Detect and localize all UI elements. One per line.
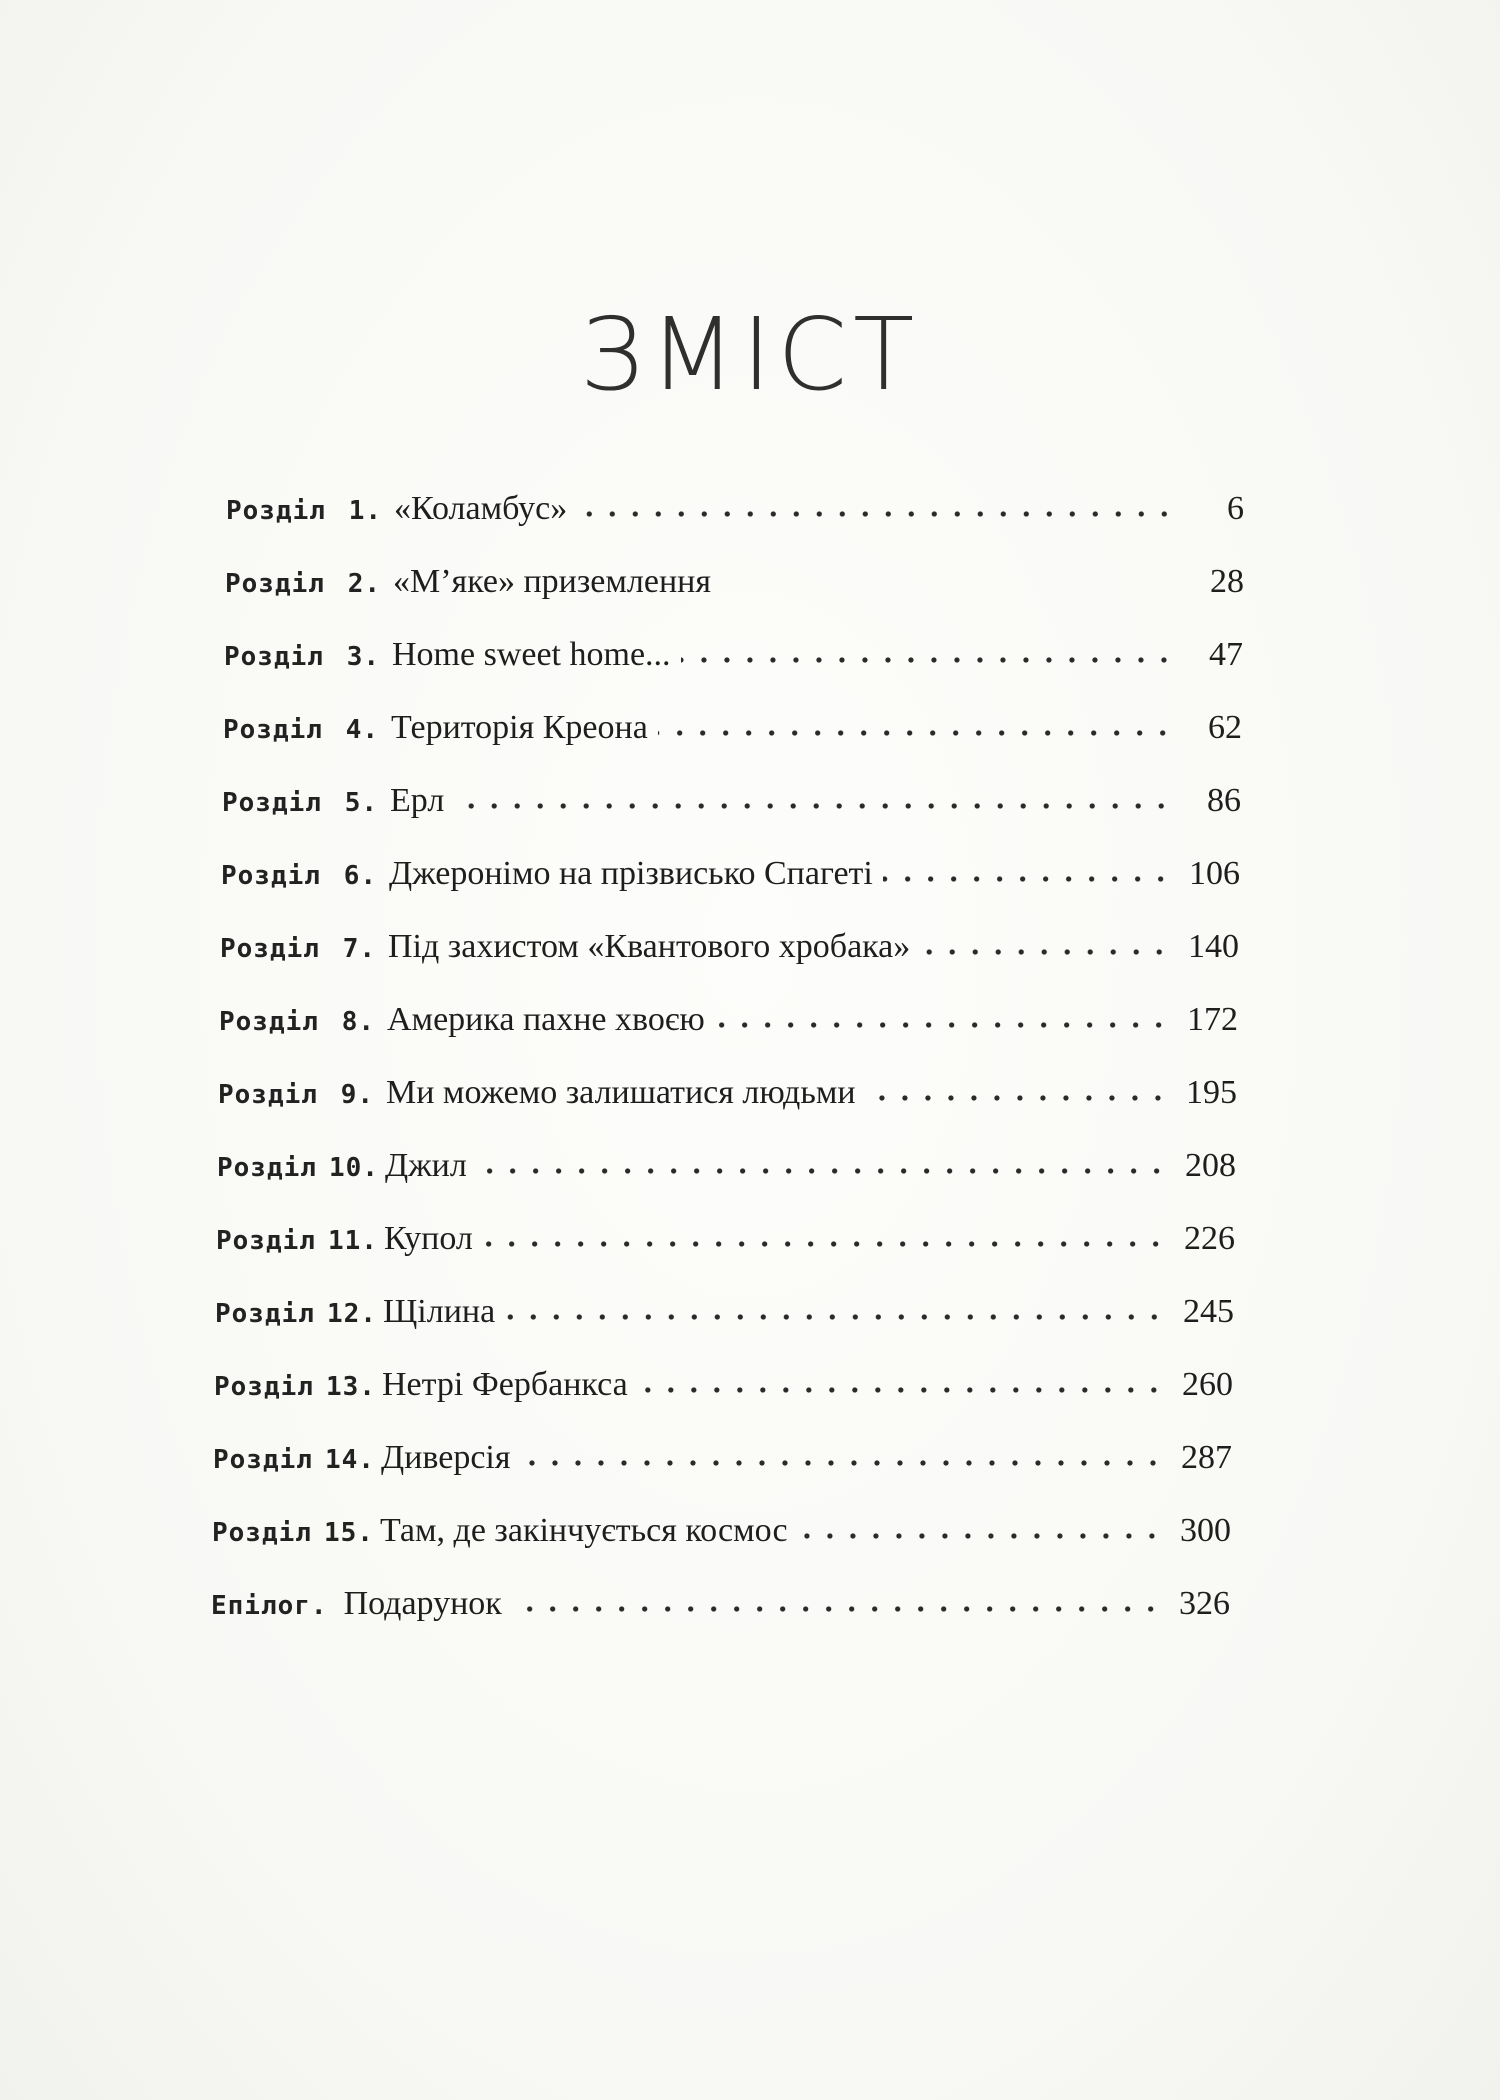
toc-entry-title: Джеронімо на прізвисько Спагеті: [389, 855, 873, 892]
toc-entry-number: 10.: [329, 1153, 379, 1183]
toc-entry-page: 140: [1188, 928, 1239, 965]
toc-entry-label: Розділ: [226, 496, 326, 526]
toc-entry-title: Подарунок: [343, 1585, 502, 1622]
dot-leader: [512, 1604, 1162, 1614]
dot-leader: [477, 1166, 1168, 1176]
toc-entry-page: 106: [1189, 855, 1240, 892]
toc-entry[interactable]: [218, 1074, 1237, 1122]
toc-entry-label: Розділ: [218, 1080, 318, 1110]
toc-entry-title: Home sweet home...: [392, 636, 671, 673]
toc-entry[interactable]: [226, 490, 1244, 538]
toc-entry-title: Там, де закінчується космос: [380, 1512, 788, 1549]
toc-entry-page: 300: [1180, 1512, 1231, 1549]
dot-leader: [798, 1531, 1163, 1541]
toc-entry-number: 2.: [347, 569, 381, 599]
dot-leader: [920, 947, 1171, 957]
toc-entry[interactable]: [217, 1147, 1236, 1195]
toc-entry-label: Розділ: [217, 1153, 317, 1183]
dot-leader: [638, 1385, 1165, 1395]
dot-leader: [505, 1312, 1166, 1322]
toc-entry[interactable]: [223, 709, 1242, 757]
toc-entry-title: «Коламбус»: [394, 490, 568, 527]
toc-entry-page: 195: [1186, 1074, 1237, 1111]
toc-entry-label: Розділ: [216, 1226, 316, 1256]
toc-entry-label: Розділ: [224, 642, 324, 672]
toc-entry-label: Розділ: [213, 1445, 313, 1475]
toc-entry-number: 13.: [326, 1372, 376, 1402]
toc-entry[interactable]: [212, 1512, 1231, 1560]
toc-entry-label: Розділ: [220, 934, 320, 964]
toc-entry-title: Ми можемо залишатися людьми: [386, 1074, 856, 1111]
dot-leader: [866, 1093, 1169, 1103]
dot-leader: [658, 728, 1174, 738]
toc-entry-page: 245: [1183, 1293, 1234, 1330]
toc-entry[interactable]: [216, 1220, 1235, 1268]
toc-entry-number: 12.: [327, 1299, 377, 1329]
toc-entry-page: 208: [1185, 1147, 1236, 1184]
toc-entry-number: 3.: [346, 642, 380, 672]
page-title: ЗМІСТ: [579, 296, 921, 413]
toc-entry-title: Джил: [385, 1147, 467, 1184]
toc-entry-number: 1.: [348, 496, 382, 526]
toc-entry[interactable]: [219, 1001, 1238, 1049]
toc-entry-page: 260: [1182, 1366, 1233, 1403]
dot-leader: [483, 1239, 1167, 1249]
toc-entry[interactable]: [220, 928, 1239, 976]
toc-entry-label: Розділ: [212, 1518, 312, 1548]
toc-entry-page: 28: [1210, 563, 1244, 600]
toc-entry-number: 14.: [325, 1445, 375, 1475]
toc-entry-label: Розділ: [214, 1372, 314, 1402]
toc-entry-number: 6.: [343, 861, 377, 891]
toc-entry-epilogue[interactable]: [211, 1585, 1230, 1633]
toc-entry[interactable]: [215, 1293, 1234, 1341]
dot-leader: [883, 874, 1172, 884]
toc-entry-label: Розділ: [222, 788, 322, 818]
toc-entry-page: 6: [1227, 490, 1244, 527]
toc-entry-label: Розділ: [221, 861, 321, 891]
toc-entry-number: 5.: [344, 788, 378, 818]
toc-entry-number: 11.: [328, 1226, 378, 1256]
dot-leader: [454, 801, 1173, 811]
toc-entry-page: 172: [1187, 1001, 1238, 1038]
toc-entry-title: Щілина: [383, 1293, 496, 1330]
toc-entry-label: Розділ: [225, 569, 325, 599]
dot-leader: [681, 655, 1175, 665]
toc-entry[interactable]: [225, 563, 1244, 611]
toc-entry-title: Купол: [384, 1220, 473, 1257]
toc-entry-number: 7.: [342, 934, 376, 964]
toc-entry-label: Розділ: [219, 1007, 319, 1037]
dot-leader: [577, 509, 1176, 519]
toc-entry[interactable]: [224, 636, 1243, 684]
toc-entry[interactable]: [214, 1366, 1233, 1414]
dot-leader: [715, 1020, 1170, 1030]
toc-entry-page: 47: [1209, 636, 1243, 673]
toc-entry-title: «М’яке» приземлення: [393, 563, 711, 600]
toc-entry-title: Ерл: [390, 782, 445, 819]
toc-entry-title: Диверсія: [381, 1439, 511, 1476]
toc-entry-page: 62: [1208, 709, 1242, 746]
toc-entry-number: 9.: [340, 1080, 374, 1110]
toc-entry-page: 226: [1184, 1220, 1235, 1257]
toc-entry[interactable]: [222, 782, 1241, 830]
toc-entry-label: Розділ: [223, 715, 323, 745]
toc-entry-number: 15.: [324, 1518, 374, 1548]
toc-entry-page: 86: [1207, 782, 1241, 819]
toc-entry-page: 287: [1181, 1439, 1232, 1476]
dot-leader: [521, 1458, 1164, 1468]
toc-entry-title: Територія Креона: [391, 709, 648, 746]
toc-entry-page: 326: [1179, 1585, 1230, 1622]
toc-entry-number: 4.: [345, 715, 379, 745]
toc-entry-title: Америка пахне хвоєю: [387, 1001, 705, 1038]
toc-entry[interactable]: [221, 855, 1240, 903]
toc-entry-title: Нетрі Фербанкса: [382, 1366, 628, 1403]
toc-entry[interactable]: [213, 1439, 1232, 1487]
toc-entry-title: Під захистом «Квантового хробака»: [388, 928, 911, 965]
toc-entry-number: 8.: [341, 1007, 375, 1037]
toc-entry-label: Розділ: [215, 1299, 315, 1329]
toc-entry-label: Епілог.: [211, 1591, 328, 1621]
